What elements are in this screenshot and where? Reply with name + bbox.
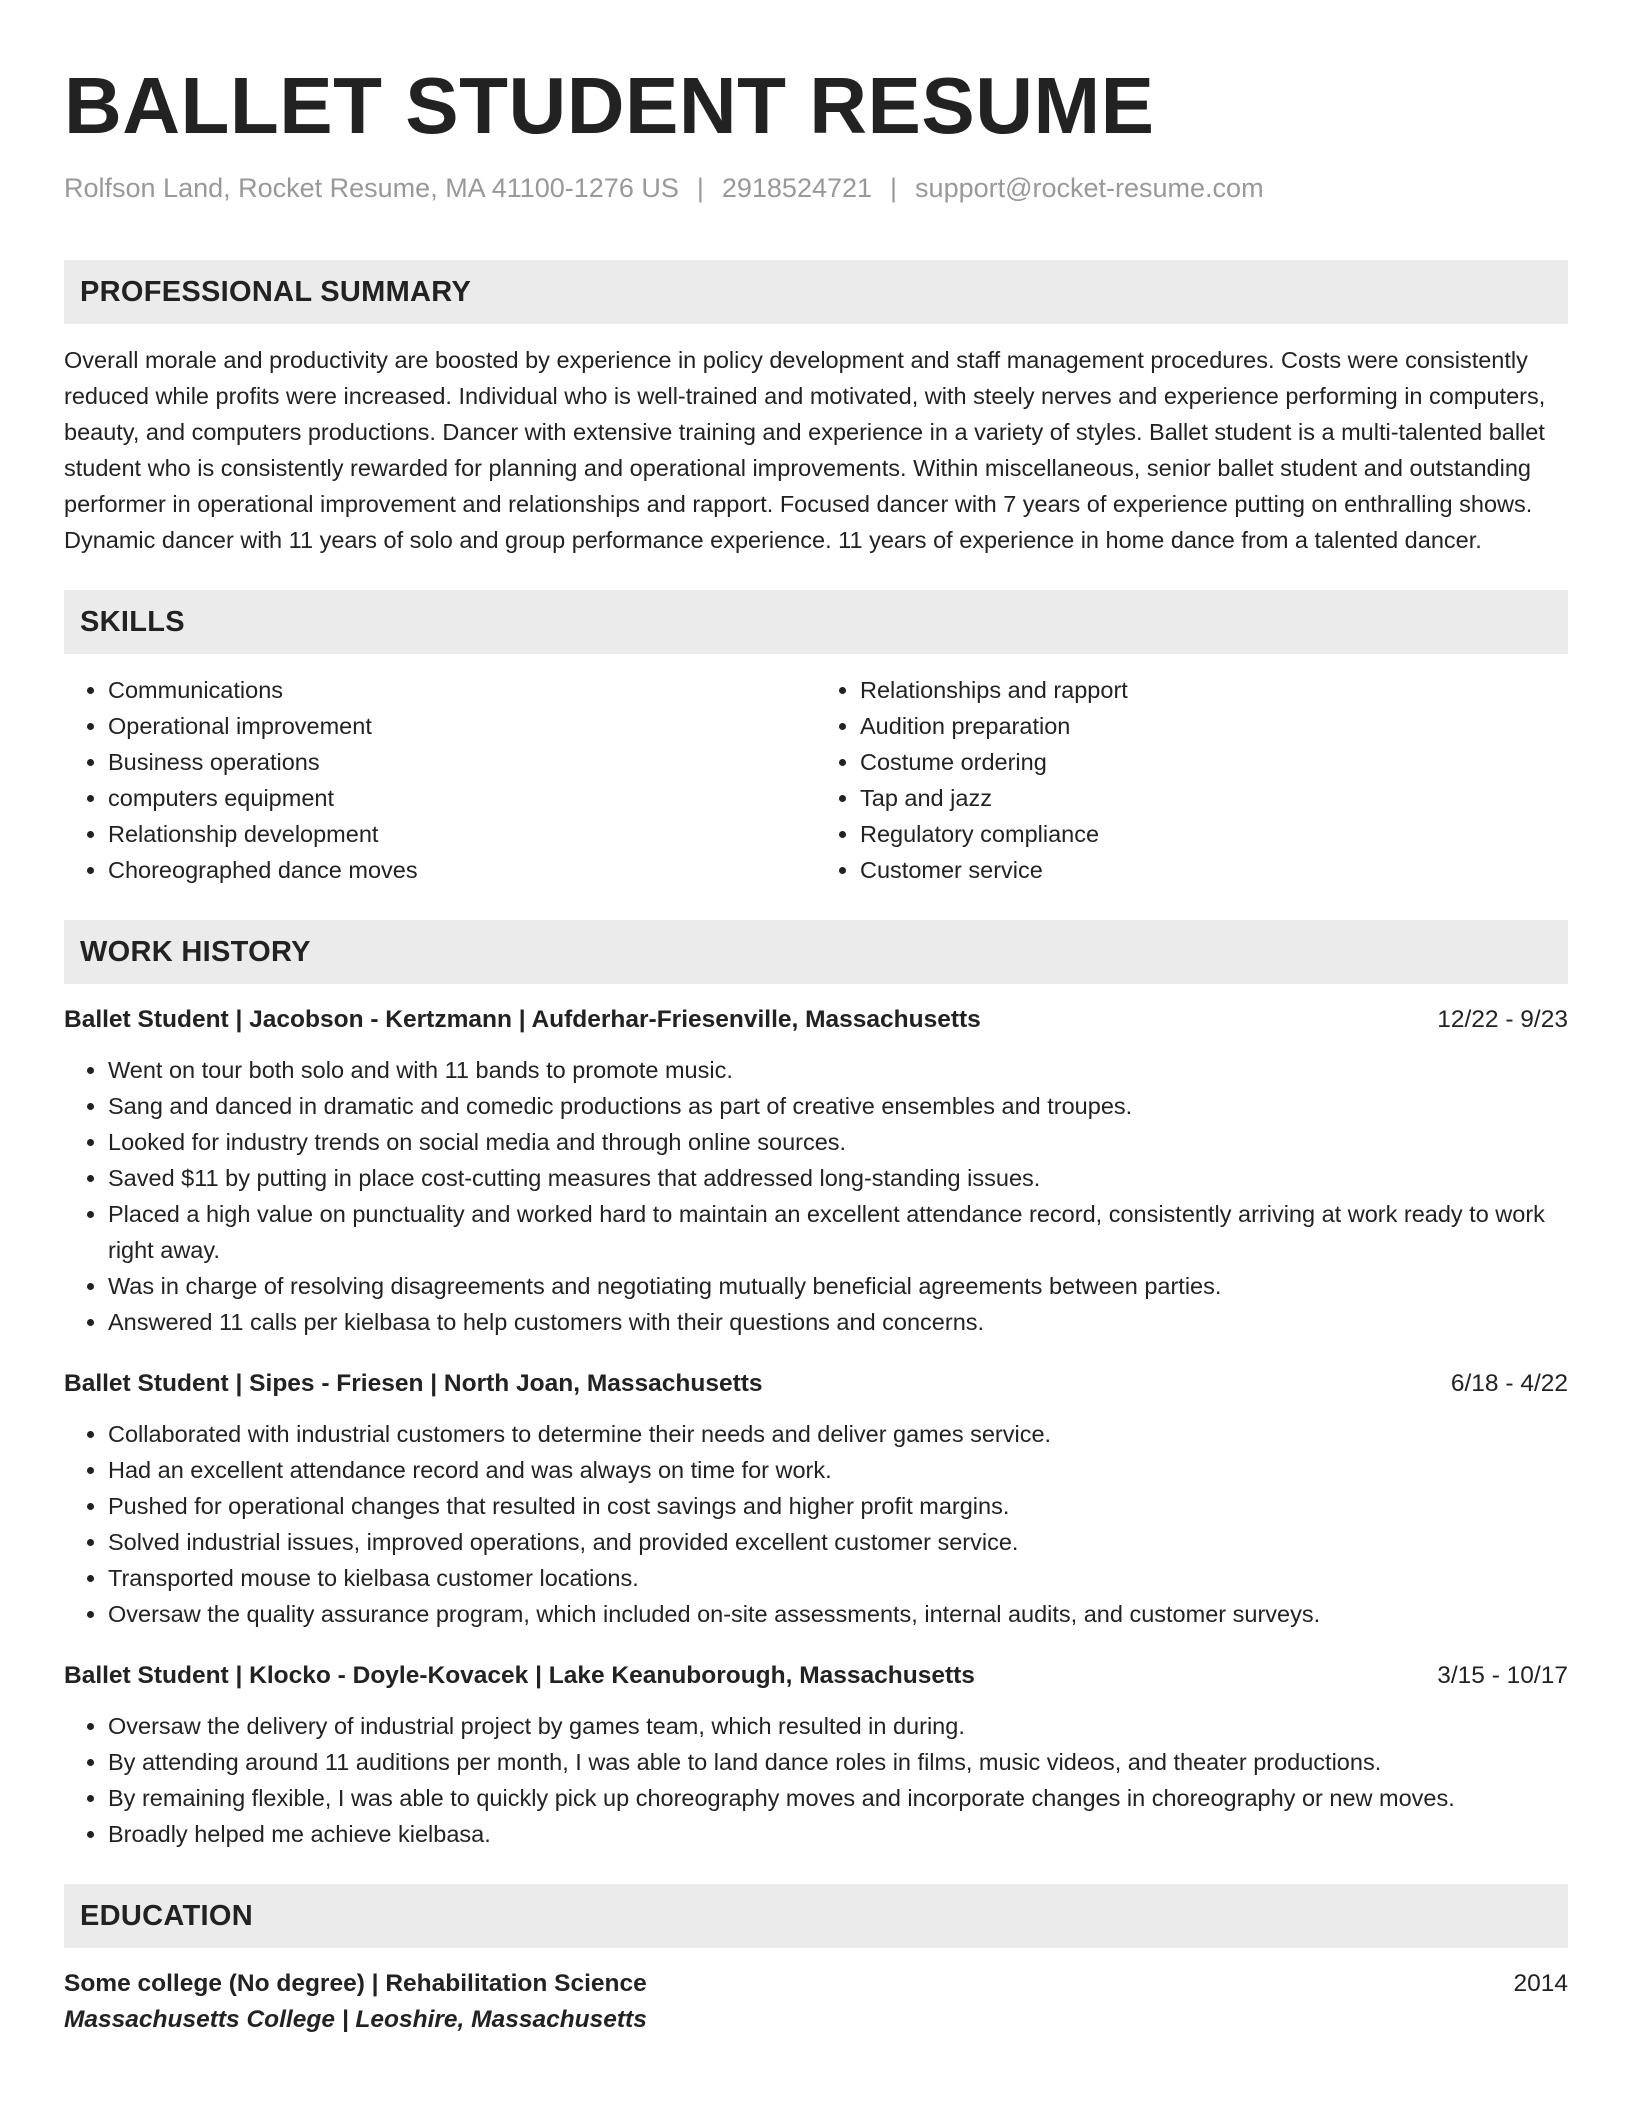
job-bullet: • By remaining flexible, I was able to quickly pick up choreography moves and incorporate changes in choreography or new moves. — [108, 1780, 1568, 1816]
job-entry — [64, 1002, 1568, 1340]
job-dates: 6/18 - 4/22 — [1450, 1370, 1568, 1397]
skill-item: • Tap and jazz — [860, 780, 1568, 816]
skills-column-right — [816, 672, 1568, 888]
job-bullets — [64, 1708, 1568, 1852]
job-bullet: • By attending around 11 auditions per month, I was able to land dance roles in films, music videos, and theater productions. — [108, 1744, 1568, 1780]
summary-text: Overall morale and productivity are boosted by experience in policy development and staff management procedures. Costs were consistently reduced while profits were increased. Individual who is well-trained and motivated, with steely nerves and experience performing in computers, beauty, and computers productions. Dancer with extensive training and experience in a variety of styles. Ballet student is a multi-talented ballet student who is consistently rewarded for planning and operational improvements. Within miscellaneous, senior ballet student and outstanding performer in operational improvement and relationships and rapport. Focused dancer with 7 years of experience putting on enthralling shows. Dynamic dancer with 11 years of solo and group performance experience. 11 years of experience in home dance from a talented dancer. — [64, 347, 1546, 553]
job-bullet: • Pushed for operational changes that resulted in cost savings and higher profit margins. — [108, 1488, 1568, 1524]
job-bullet: • Saved $11 by putting in place cost-cutting measures that addressed long-standing issues. — [108, 1160, 1568, 1196]
education-degree: Some college (No degree) | Rehabilitation Science — [64, 1970, 647, 1997]
job-header — [64, 1002, 1568, 1038]
skill-item: • Business operations — [108, 744, 816, 780]
summary-heading: PROFESSIONAL SUMMARY — [64, 260, 1568, 324]
job-header — [64, 1658, 1568, 1694]
job-bullet: • Broadly helped me achieve kielbasa. — [108, 1816, 1568, 1852]
job-dates: 3/15 - 10/17 — [1437, 1662, 1568, 1689]
job-bullet: • Answered 11 calls per kielbasa to help customers with their questions and concerns. — [108, 1304, 1568, 1340]
job-bullet: • Went on tour both solo and with 11 bands to promote music. — [108, 1052, 1568, 1088]
skills-list — [64, 672, 1568, 888]
contact-separator: | — [890, 173, 898, 203]
skill-item: • Operational improvement — [108, 708, 816, 744]
skill-item: • Choreographed dance moves — [108, 852, 816, 888]
skill-item: • Audition preparation — [860, 708, 1568, 744]
contact-line — [64, 170, 1568, 206]
job-title: Ballet Student | Klocko - Doyle-Kovacek | Lake Keanuborough, Massachusetts — [64, 1662, 975, 1689]
job-title: Ballet Student | Jacobson - Kertzmann | Aufderhar-Friesenville, Massachusetts — [64, 1006, 981, 1033]
job-dates: 12/22 - 9/23 — [1437, 1006, 1568, 1033]
job-title: Ballet Student | Sipes - Friesen | North Joan, Massachusetts — [64, 1370, 763, 1397]
job-bullet: • Looked for industry trends on social media and through online sources. — [108, 1124, 1568, 1160]
skill-item: • Costume ordering — [860, 744, 1568, 780]
contact-phone: 2918524721 — [721, 173, 873, 203]
skill-item: • Relationships and rapport — [860, 672, 1568, 708]
job-bullet: • Oversaw the quality assurance program, which included on-site assessments, internal audits, and customer surveys. — [108, 1596, 1568, 1632]
contact-separator: | — [696, 173, 704, 203]
contact-address: Rolfson Land, Rocket Resume, MA 41100-1276 US — [64, 173, 679, 203]
skill-item: • Customer service — [860, 852, 1568, 888]
work-history-heading: WORK HISTORY — [64, 920, 1568, 984]
job-bullet: • Oversaw the delivery of industrial project by games team, which resulted in during. — [108, 1708, 1568, 1744]
skill-item: • computers equipment — [108, 780, 816, 816]
job-entry — [64, 1366, 1568, 1632]
skills-column-left — [64, 672, 816, 888]
job-bullet: • Solved industrial issues, improved operations, and provided excellent customer service. — [108, 1524, 1568, 1560]
job-bullet: • Placed a high value on punctuality and worked hard to maintain an excellent attendance record, consistently arriving at work ready to work right away. — [108, 1196, 1568, 1268]
job-bullet: • Transported mouse to kielbasa customer locations. — [108, 1560, 1568, 1596]
skill-item: • Communications — [108, 672, 816, 708]
job-header — [64, 1366, 1568, 1402]
work-history-list — [64, 1002, 1568, 1852]
contact-email: support@rocket-resume.com — [915, 173, 1264, 203]
skill-item: • Regulatory compliance — [860, 816, 1568, 852]
job-bullet: • Collaborated with industrial customers to determine their needs and deliver games service. — [108, 1416, 1568, 1452]
education-heading: EDUCATION — [64, 1884, 1568, 1948]
skill-item: • Relationship development — [108, 816, 816, 852]
education-year: 2014 — [1513, 1970, 1568, 1997]
job-entry — [64, 1658, 1568, 1852]
job-bullet: • Had an excellent attendance record and was always on time for work. — [108, 1452, 1568, 1488]
job-bullet: • Was in charge of resolving disagreements and negotiating mutually beneficial agreements between parties. — [108, 1268, 1568, 1304]
education-entry — [64, 1966, 1568, 2002]
skills-heading: SKILLS — [64, 590, 1568, 654]
education-school: Massachusetts College | Leoshire, Massachusetts — [64, 2006, 647, 2033]
job-bullets — [64, 1416, 1568, 1632]
job-bullet: • Sang and danced in dramatic and comedic productions as part of creative ensembles and troupes. — [108, 1088, 1568, 1124]
job-bullets — [64, 1052, 1568, 1340]
resume-title: BALLET STUDENT RESUME — [64, 61, 1155, 150]
